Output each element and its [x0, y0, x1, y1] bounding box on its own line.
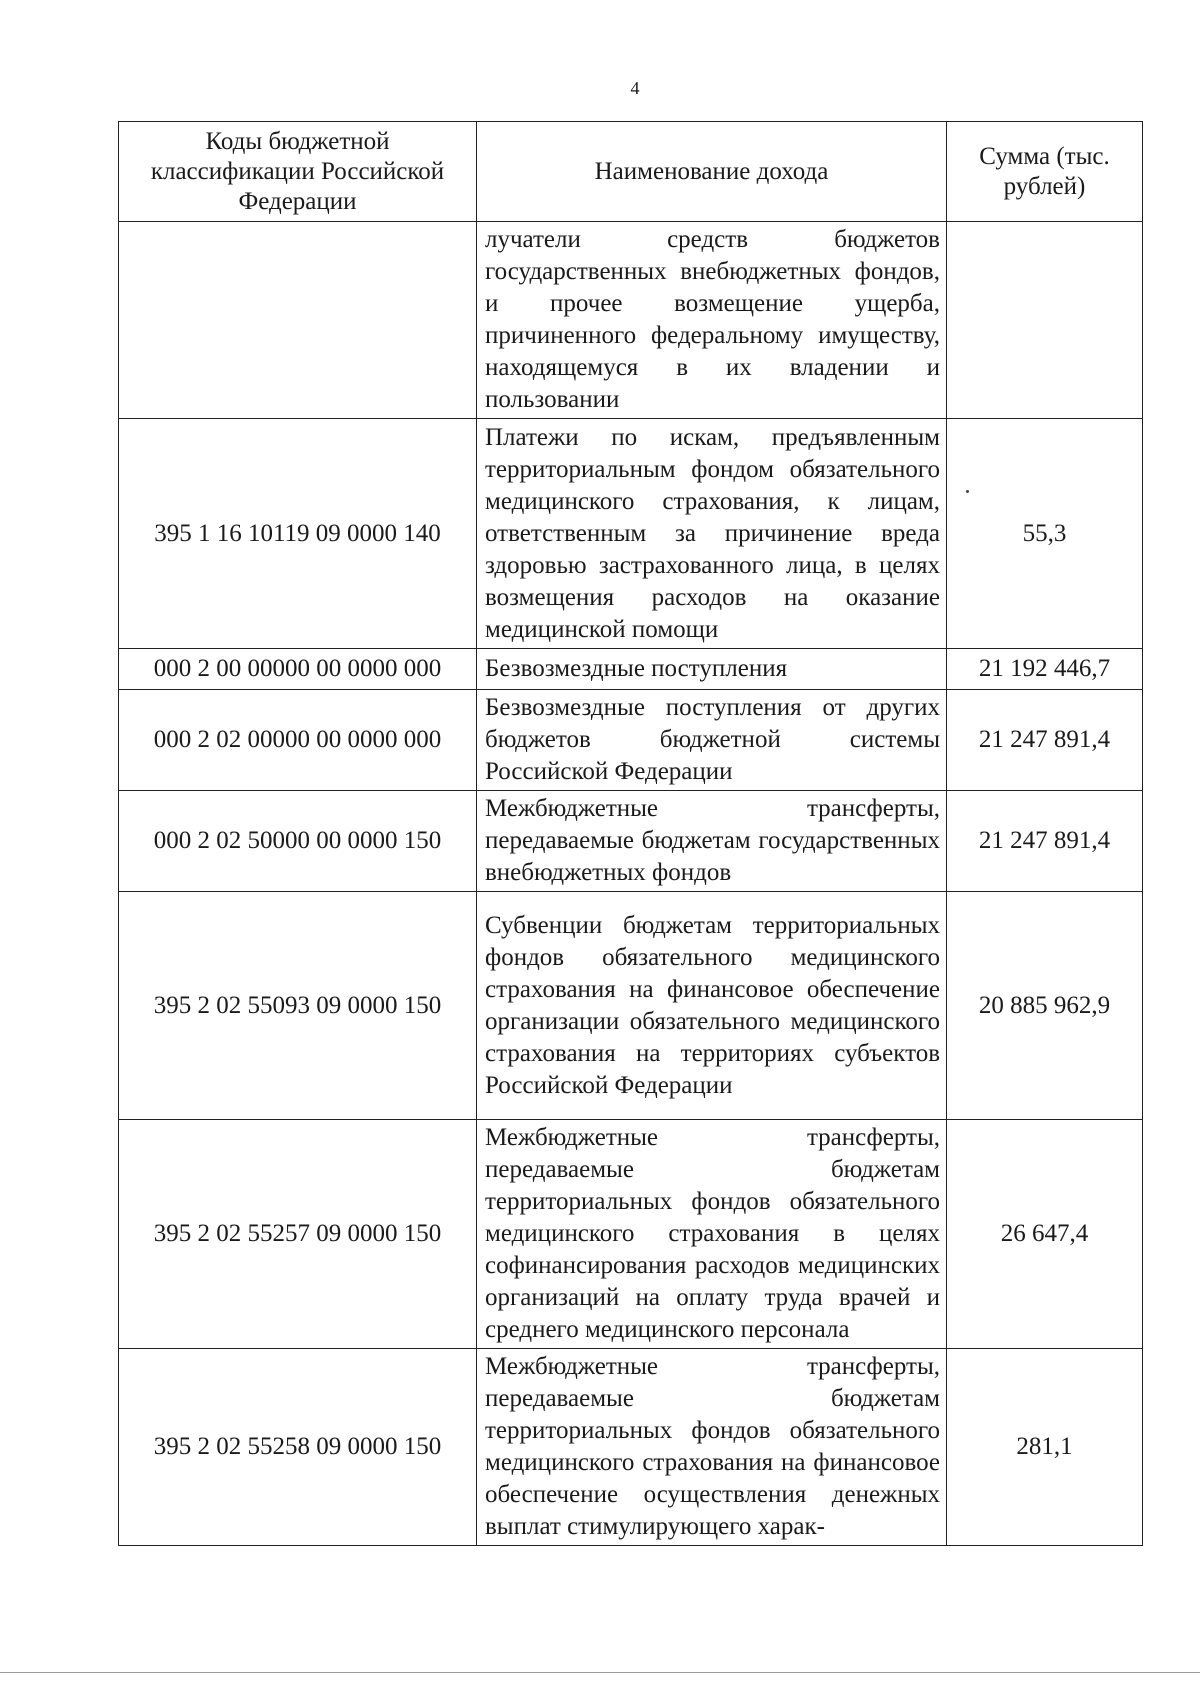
row-name: лучатели средств бюджетов государственных внебюджетных фондов, и прочее возмещение ущерба, причиненного федеральному имуществу, находящемуся в их владении и пользовании: [477, 222, 947, 419]
row-name: Субвенции бюджетам территориальных фондов обязательного медицинского страхования на финансовое обеспечение организации обязательного медицинского страхования на территориях субъектов Российской Федерации: [477, 892, 947, 1120]
row-code: 395 2 02 55093 09 0000 150: [119, 892, 477, 1120]
header-code: Коды бюджетной классификации Российской Федерации: [119, 122, 477, 222]
row-name: Межбюджетные трансферты, передаваемые бюджетам территориальных фондов обязательного медицинского страхования на финансовое обеспечение осуществления денежных выплат стимулирующего харак-: [477, 1349, 947, 1546]
row-code: [119, 222, 477, 419]
row-name: Безвозмездные поступления от других бюджетов бюджетной системы Российской Федерации: [477, 690, 947, 791]
row-sum: 281,1: [947, 1349, 1143, 1546]
scan-edge-line: [0, 1672, 1200, 1673]
header-name: Наименование дохода: [477, 122, 947, 222]
row-sum: 21 247 891,4: [947, 791, 1143, 892]
table-row: [119, 419, 1143, 649]
row-sum: 26 647,4: [947, 1120, 1143, 1349]
table-row: [119, 649, 1143, 690]
table-row: [119, 1120, 1143, 1349]
row-name: Безвозмездные поступления: [477, 649, 947, 690]
row-sum: 21 247 891,4: [947, 690, 1143, 791]
header-sum: Сумма (тыс. рублей): [947, 122, 1143, 222]
row-name: Платежи по искам, предъявленным территориальным фондом обязательного медицинского страхования, к лицам, ответственным за причинение вреда здоровью застрахованного лица, в целях возмещения расходов на оказание медицинской помощи: [477, 419, 947, 649]
table-header-row: [119, 122, 1143, 222]
table-row: [119, 222, 1143, 419]
table-row: [119, 791, 1143, 892]
table-row: [119, 892, 1143, 1120]
table-row: [119, 1349, 1143, 1546]
row-sum: [947, 222, 1143, 419]
revenue-table: [118, 121, 1143, 1546]
scan-speck: [966, 490, 969, 493]
page-number: 4: [630, 78, 640, 98]
table-row: [119, 690, 1143, 791]
row-name: Межбюджетные трансферты, передаваемые бюджетам государственных внебюджетных фондов: [477, 791, 947, 892]
row-sum: 20 885 962,9: [947, 892, 1143, 1120]
row-sum: 21 192 446,7: [947, 649, 1143, 690]
row-code: 395 2 02 55258 09 0000 150: [119, 1349, 477, 1546]
row-code: 000 2 00 00000 00 0000 000: [119, 649, 477, 690]
row-code: 395 2 02 55257 09 0000 150: [119, 1120, 477, 1349]
row-code: 000 2 02 50000 00 0000 150: [119, 791, 477, 892]
row-code: 000 2 02 00000 00 0000 000: [119, 690, 477, 791]
row-code: 395 1 16 10119 09 0000 140: [119, 419, 477, 649]
row-name: Межбюджетные трансферты, передаваемые бюджетам территориальных фондов обязательного медицинского страхования в целях софинансирования расходов медицинских организаций на оплату труда врачей и среднего медицинского персонала: [477, 1120, 947, 1349]
row-sum: 55,3: [947, 419, 1143, 649]
